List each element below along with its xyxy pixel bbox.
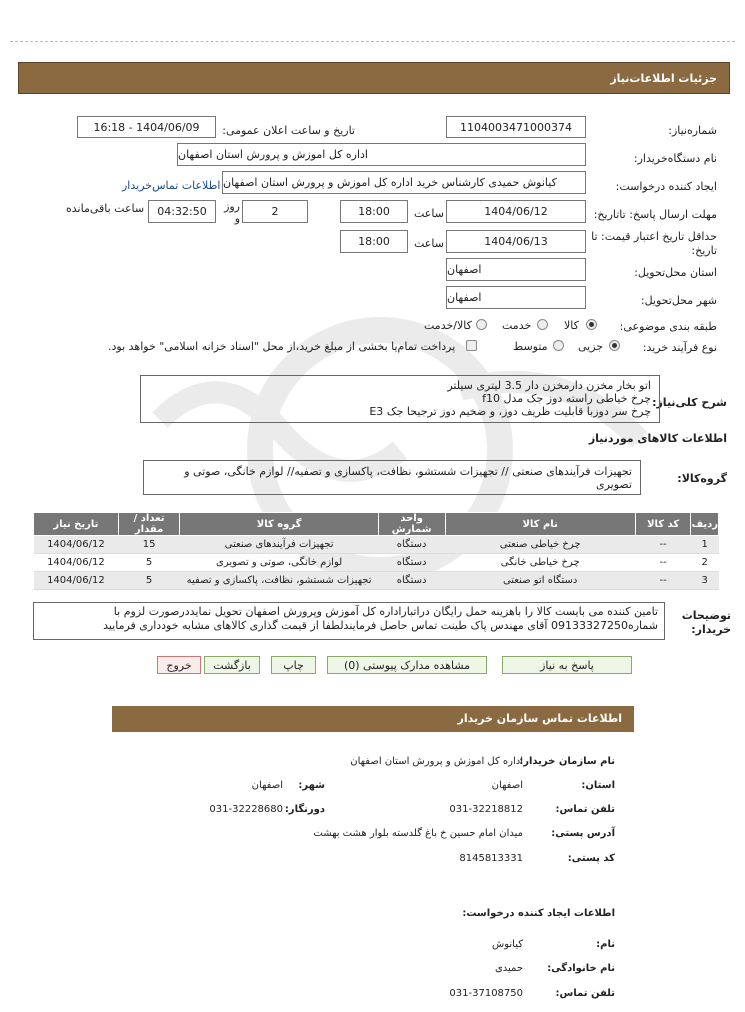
- announce-label: تاریخ و ساعت اعلان عمومی:: [222, 124, 355, 137]
- exit-button[interactable]: خروج: [157, 656, 201, 674]
- cell-code: --: [635, 554, 691, 572]
- cell-qty: 5: [118, 572, 180, 590]
- table-row[interactable]: [34, 536, 719, 554]
- contact-city-label: شهر:: [298, 780, 325, 791]
- cell-unit: دستگاه: [378, 554, 445, 572]
- cell-qty: 15: [118, 536, 180, 554]
- treasury-payment-note: پرداخت تمام‌یا بخشی از مبلغ خرید،از محل "اسناد خزانه اسلامی" خواهد بود.: [108, 340, 456, 353]
- contact-phone: 031-32218812: [449, 804, 523, 815]
- cell-name: چرخ خیاطی خانگی: [445, 554, 635, 572]
- table-header-row: [34, 513, 719, 536]
- buyer-notes-label: توضیحات خریدار:: [681, 609, 731, 636]
- creator-section-title: اطلاعات ایجاد کننده درخواست:: [462, 908, 615, 919]
- col-code-header: کد کالا: [635, 513, 691, 536]
- table-row[interactable]: [34, 554, 719, 572]
- keyword-line: چرخ سر دوزبا قابلیت ظریف دوز، و ضخیم دوز ترجیحا جک E3: [369, 405, 651, 418]
- contact-city: اصفهان: [251, 780, 283, 791]
- contact-section-title: اطلاعات تماس سازمان خریدار: [457, 712, 622, 725]
- process-option-minor: جزیی: [578, 340, 604, 353]
- attachments-button[interactable]: مشاهده مدارک پیوستی (0): [327, 656, 487, 674]
- col-qty-header: تعداد / مقدار: [118, 513, 180, 536]
- cell-row: 2: [691, 554, 719, 572]
- cell-date: 1404/06/12: [34, 554, 119, 572]
- contact-postal: 8145813331: [459, 853, 523, 864]
- creator-family-label: نام خانوادگی:: [547, 963, 615, 974]
- process-label: نوع فرآیند خرید:: [642, 341, 717, 354]
- province-field[interactable]: اصفهان: [446, 258, 586, 281]
- creator-name-label: نام:: [596, 939, 615, 950]
- page-header: [18, 62, 730, 94]
- contact-org-label: نام سازمان خریدار:: [519, 756, 615, 767]
- contact-phone-label: تلفن تماس:: [555, 804, 615, 815]
- contact-province-label: استان:: [581, 780, 615, 791]
- keyword-line: چرخ خیاطی راسته دوز جک مدل f10: [482, 392, 651, 405]
- table-row[interactable]: [34, 572, 719, 590]
- category-label: طبقه بندی موضوعی:: [619, 320, 717, 333]
- creator-field[interactable]: کیانوش حمیدی کارشناس خرید اداره کل اموزش و پرورش استان اصفهان: [222, 171, 586, 194]
- cell-unit: دستگاه: [378, 572, 445, 590]
- back-button[interactable]: بازگشت: [204, 656, 260, 674]
- category-radio-both[interactable]: [476, 319, 487, 330]
- process-radio-medium[interactable]: [553, 340, 564, 351]
- cell-group: تجهیزات شستشو، نظافت، پاکسازی و تصفیه: [180, 572, 378, 590]
- category-option-goods: کالا: [564, 319, 579, 332]
- need-number-field[interactable]: 1104003471000374: [446, 116, 586, 138]
- price-valid-time-field[interactable]: 18:00: [340, 230, 408, 253]
- cell-date: 1404/06/12: [34, 572, 119, 590]
- group-box: تجهیزات فرآیندهای صنعتی // تجهیزات شستشو، نظافت، پاکسازی و تصفیه// لوازم خانگی، صوتی و تصویری: [143, 460, 641, 495]
- category-radio-goods[interactable]: [586, 319, 597, 330]
- price-valid-label: حداقل تاریخ اعتبار قیمت: تا تاریخ:: [591, 230, 717, 257]
- cell-group: لوازم خانگی، صوتی و تصویری: [180, 554, 378, 572]
- process-radio-minor[interactable]: [609, 340, 620, 351]
- deadline-label: مهلت ارسال پاسخ: تاتاریخ:: [593, 208, 717, 221]
- buyer-contact-link[interactable]: اطلاعات تماس‌خریدار: [122, 179, 221, 192]
- group-label: گروه‌کالا:: [677, 472, 727, 485]
- cell-name: چرخ خیاطی صنعتی: [445, 536, 635, 554]
- contact-org: اداره کل اموزش و پرورش استان اصفهان: [350, 756, 523, 767]
- price-valid-time-label: ساعت: [414, 237, 444, 250]
- contact-postal-label: کد پستی:: [567, 853, 615, 864]
- print-button[interactable]: چاپ: [271, 656, 316, 674]
- days-field[interactable]: 2: [242, 200, 308, 223]
- buyer-label: نام دستگاه‌خریدار:: [633, 152, 717, 165]
- col-row-header: ردیف: [691, 513, 719, 536]
- treasury-payment-checkbox[interactable]: [466, 340, 477, 351]
- cell-row: 1: [691, 536, 719, 554]
- cell-group: تجهیزات فرآیندهای صنعتی: [180, 536, 378, 554]
- page-title: جزئیات اطلاعات‌نیاز: [610, 72, 717, 85]
- creator-family: حمیدی: [494, 963, 523, 974]
- remaining-time-field[interactable]: 04:32:50: [148, 200, 216, 223]
- creator-name: کیانوش: [492, 939, 523, 950]
- city-label: شهر محل‌تحویل:: [640, 294, 717, 307]
- items-section-title: اطلاعات کالاهای موردنیاز: [588, 432, 727, 445]
- cell-code: --: [635, 572, 691, 590]
- city-field[interactable]: اصفهان: [446, 286, 586, 309]
- deadline-date-field[interactable]: 1404/06/12: [446, 200, 586, 223]
- days-label: روز و: [224, 200, 240, 225]
- creator-label: ایجاد کننده درخواست:: [615, 180, 717, 193]
- contact-address: میدان امام حسین خ باغ گلدسته بلوار هشت بهشت: [313, 828, 523, 839]
- col-date-header: تاریخ نیاز: [34, 513, 119, 536]
- keywords-label: شرح کلی‌نیاز:: [652, 396, 727, 409]
- keyword-line: اتو بخار مخزن دارمخزن دار 3.5 لیتری سیلتر: [447, 379, 651, 392]
- contact-fax-label: دورنگار:: [284, 804, 325, 815]
- col-unit-header: واحد شمارش: [378, 513, 445, 536]
- contact-province: اصفهان: [491, 780, 523, 791]
- creator-phone-label: تلفن تماس:: [555, 988, 615, 999]
- contact-address-label: آدرس پستی:: [551, 828, 615, 839]
- deadline-time-field[interactable]: 18:00: [340, 200, 408, 223]
- cell-qty: 5: [118, 554, 180, 572]
- items-table: [33, 512, 719, 590]
- cell-unit: دستگاه: [378, 536, 445, 554]
- cell-date: 1404/06/12: [34, 536, 119, 554]
- announce-field[interactable]: 1404/06/09 - 16:18: [77, 116, 216, 138]
- cell-name: دستگاه اتو صنعتی: [445, 572, 635, 590]
- col-name-header: نام کالا: [445, 513, 635, 536]
- need-number-label: شماره‌نیاز:: [668, 124, 717, 137]
- creator-phone: 031-37108750: [449, 988, 523, 999]
- process-option-medium: متوسط: [513, 340, 548, 353]
- keywords-box: [140, 375, 660, 423]
- category-radio-service[interactable]: [537, 319, 548, 330]
- cell-code: --: [635, 536, 691, 554]
- col-group-header: گروه کالا: [180, 513, 378, 536]
- reply-button[interactable]: پاسخ به نیاز: [502, 656, 632, 674]
- price-valid-date-field[interactable]: 1404/06/13: [446, 230, 586, 253]
- deadline-time-label: ساعت: [414, 207, 444, 220]
- category-option-service: خدمت: [502, 319, 532, 332]
- contact-fax: 031-32228680: [209, 804, 283, 815]
- category-option-both: کالا/خدمت: [424, 319, 472, 332]
- top-divider: [10, 41, 735, 42]
- buyer-notes-box: تامین کننده می بایست کالا را باهزینه حمل رایگان دراتباراداره کل آموزش وپرورش اصفهان تحویل نمایددرصورت لزوم با شماره09133327250 آقای مهندس پاک طینت تماس حاصل فرمایندلطفا از قیمت گذاری کالاهای مشابه خودداری فرمایید: [33, 602, 665, 640]
- buyer-field[interactable]: اداره کل اموزش و پرورش استان اصفهان: [177, 143, 586, 166]
- contact-section-header: [112, 706, 634, 732]
- province-label: استان محل‌تحویل:: [634, 266, 717, 279]
- remaining-label: ساعت باقی‌مانده: [66, 202, 145, 215]
- cell-row: 3: [691, 572, 719, 590]
